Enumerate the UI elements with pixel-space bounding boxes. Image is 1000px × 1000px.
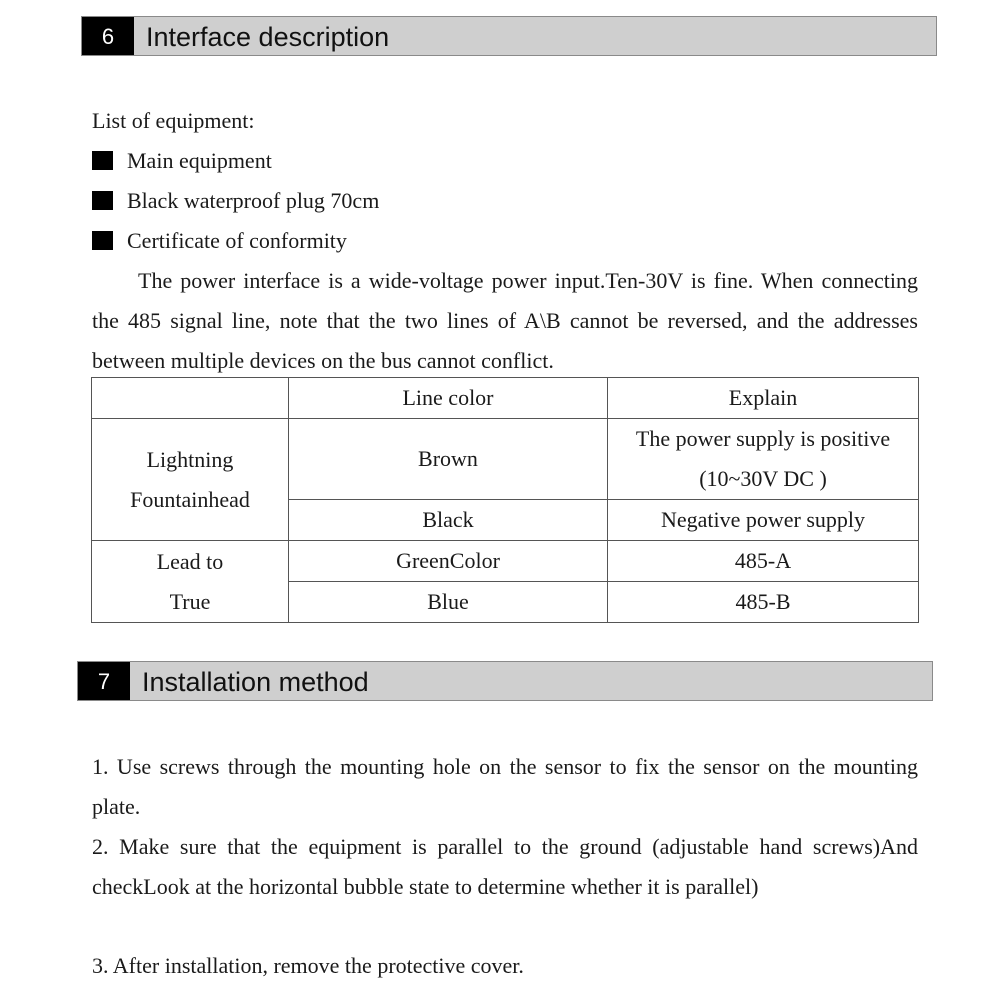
section-7-header — [77, 661, 933, 701]
group-label-cell — [92, 419, 289, 541]
table-header-cell: Explain — [608, 378, 919, 419]
equipment-list-heading: List of equipment: — [92, 108, 255, 133]
section-7-number: 7 — [78, 662, 130, 700]
table-header-cell: Line color — [289, 378, 608, 419]
explain-cell: 485-A — [608, 541, 919, 582]
equipment-list-item — [92, 221, 347, 261]
table-header-cell — [92, 378, 289, 419]
equipment-item-label: Black waterproof plug 70cm — [127, 188, 380, 213]
line-color-cell: GreenColor — [289, 541, 608, 582]
equipment-item-label: Main equipment — [127, 148, 272, 173]
square-bullet-icon — [92, 231, 113, 250]
equipment-item-label: Certificate of conformity — [127, 228, 347, 253]
square-bullet-icon — [92, 191, 113, 210]
equipment-list-item — [92, 181, 379, 221]
group-label-line: True — [169, 588, 211, 614]
installation-step: 3. After installation, remove the protective cover. — [92, 953, 524, 978]
table-row — [92, 419, 919, 500]
section-6-header — [81, 16, 937, 56]
installation-step: 1. Use screws through the mounting hole on the sensor to fix the sensor on the mounting plate. — [92, 754, 918, 819]
square-bullet-icon — [92, 151, 113, 170]
explain-cell — [608, 419, 919, 500]
line-color-cell: Black — [289, 500, 608, 541]
explain-cell: Negative power supply — [608, 500, 919, 541]
interface-paragraph: The power interface is a wide-voltage power input.Ten-30V is fine. When connecting the 485 signal line, note that the two lines of A\B cannot be reversed, and the addresses between multiple devices on the bus cannot conflict. — [92, 268, 918, 373]
section-7-title: Installation method — [142, 667, 369, 697]
section-6-title: Interface description — [146, 22, 390, 52]
group-label-line: Fountainhead — [130, 486, 250, 512]
explain-cell: 485-B — [608, 582, 919, 623]
line-color-cell: Brown — [289, 419, 608, 500]
section-6-number: 6 — [82, 17, 134, 55]
equipment-list-item — [92, 141, 272, 181]
explain-line: (10~30V DC ) — [699, 466, 827, 491]
group-label-line: Lead to — [156, 548, 224, 574]
installation-step: 2. Make sure that the equipment is parallel to the ground (adjustable hand screws)And checkLook at the horizontal bubble state to determine whether it is parallel) — [92, 834, 918, 899]
table-header-row — [92, 378, 919, 419]
interface-table — [91, 377, 919, 623]
table-row — [92, 541, 919, 582]
explain-line: The power supply is positive — [635, 426, 891, 451]
line-color-cell: Blue — [289, 582, 608, 623]
group-label-line: Lightning — [146, 446, 234, 472]
group-label-cell — [92, 541, 289, 623]
